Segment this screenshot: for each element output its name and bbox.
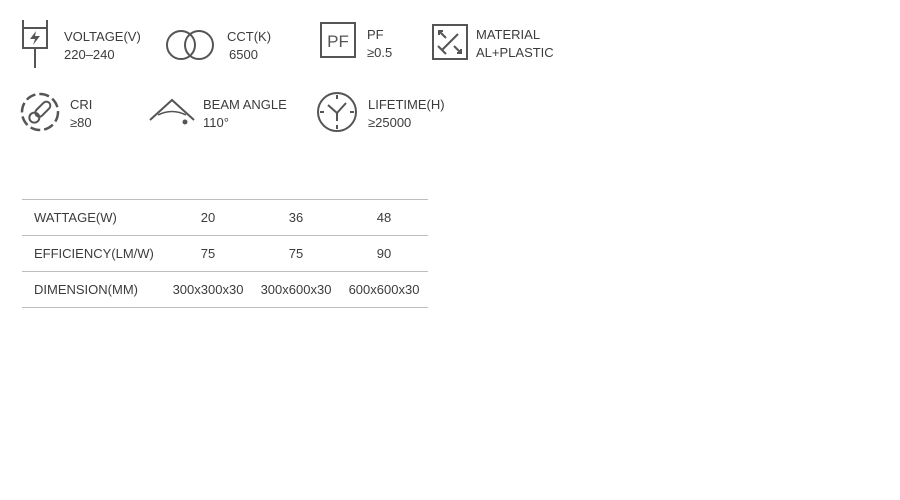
pf-icon [320,22,358,60]
spec-label: CRI [70,97,93,112]
spec-label: PF [367,27,384,42]
pf-icon-text: PF [327,32,349,51]
spec-value: ≥80 [70,115,92,130]
plug-icon [20,20,50,70]
table-cell: 75 [164,236,252,272]
table-row-wattage [22,200,428,236]
table-cell: 36 [252,200,340,236]
spec-value: AL+PLASTIC [476,45,554,60]
beam-angle-icon [148,96,196,126]
spec-label: CCT(K) [227,29,272,44]
material-icon [432,24,470,62]
spec-label: LIFETIME(H) [368,97,445,112]
table-row-dimension [22,272,428,308]
spec-value: 110° [203,115,229,130]
row-label: EFFICIENCY(LM/W) [22,236,164,272]
spec-value: ≥25000 [368,115,412,130]
table-cell: 20 [164,200,252,236]
spec-value: 220–240 [64,47,115,62]
cct-rings-icon [165,28,217,62]
table-cell: 90 [340,236,428,272]
table-cell: 600x600x30 [340,272,428,308]
row-label: WATTAGE(W) [22,200,164,236]
table-cell: 75 [252,236,340,272]
row-label: DIMENSION(MM) [22,272,164,308]
table-cell: 48 [340,200,428,236]
cri-icon [20,92,62,134]
spec-value: 6500 [229,47,258,62]
spec-label: VOLTAGE(V) [64,29,141,44]
clock-icon [316,91,358,133]
spec-table [22,199,428,308]
spec-value: ≥0.5 [367,45,393,60]
table-cell: 300x300x30 [164,272,252,308]
spec-label: MATERIAL [476,27,541,42]
table-cell: 300x600x30 [252,272,340,308]
spec-label: BEAM ANGLE [203,97,287,112]
table-row-efficiency [22,236,428,272]
